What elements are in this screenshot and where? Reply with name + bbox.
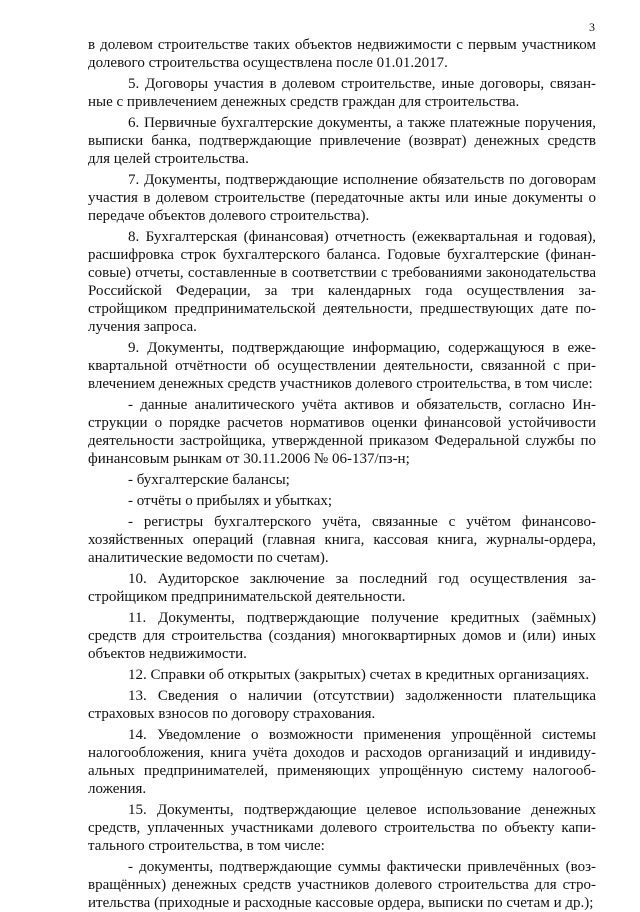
paragraph-item-9: 9. Документы, подтверждающие информацию, содержащуюся в ежеквартальной отчётности об осуществлении деятельности, связанной с привлечением денежных средств участников долевого строительства, в том числе: [88,340,596,392]
list-item-funds-docs: - документы, подтверждающие суммы фактически привлечённых (возвращённых) денежных средств участников долевого строительства для строительства (приходные и расходные кассовые ордера, выписки по счетам и др.); [88,859,596,911]
paragraph-item-8: 8. Бухгалтерская (финансовая) отчетность (ежеквартальная и годовая), расшифровка строк бухгалтерского баланса. Годовые бухгалтерские (финансовые) отчеты, составленные в соответствии с требованиями законодательства Российской Федерации, за три календарных года осуществления застройщиком предпринимательской деятельности, предшествующих дате получения запроса. [88,229,596,335]
paragraph-item-13: 13. Сведения о наличии (отсутствии) задолженности плательщика страховых взносов по договору страхования. [88,688,596,722]
paragraph-item-12: 12. Справки об открытых (закрытых) счетах в кредитных организациях. [128,667,590,683]
paragraph-item-6: 6. Первичные бухгалтерские документы, а также платежные поручения, выписки банка, подтверждающие привлечение (возврат) денежных средств для целей строительства. [88,115,596,167]
page-number: 3 [589,20,595,34]
paragraph-item-14: 14. Уведомление о возможности применения упрощённой системы налогообложения, книга учёта доходов и расходов организаций и индивидуальных предпринимателей, применяющих упрощённую систему налогообложения. [88,727,596,797]
paragraph-item-11: 11. Документы, подтверждающие получение кредитных (заёмных) средств для строительства (создания) многоквартирных домов и (или) иных объектов недвижимости. [88,610,596,662]
list-item-balances: - бухгалтерские балансы; [128,472,290,488]
paragraph-continuation: в долевом строительстве таких объектов недвижимости с первым участником долевого строительства осуществлена после 01.01.2017. [88,37,596,71]
list-item-analytics: - данные аналитического учёта активов и обязательств, согласно Инструкции о порядке расчетов нормативов оценки финансовой устойчивости деятельности застройщика, утвержденной приказом Федеральной службы по финансовым рынкам от 30.11.2006 № 06-137/пз-н; [88,397,596,467]
paragraph-item-5: 5. Договоры участия в долевом строительстве, иные договоры, связанные с привлечением денежных средств граждан для строительства. [88,76,596,110]
paragraph-item-10: 10. Аудиторское заключение за последний год осуществления застройщиком предпринимательской деятельности. [88,571,596,605]
list-item-profit-loss: - отчёты о прибылях и убытках; [128,493,333,509]
paragraph-item-7: 7. Документы, подтверждающие исполнение обязательств по договорам участия в долевом строительстве (передаточные акты или иные документы о передаче объектов долевого строительства). [88,172,596,224]
list-item-registers: - регистры бухгалтерского учёта, связанные с учётом финансово-хозяйственных операций (главная книга, кассовая книга, журналы-ордера, аналитические ведомости по счетам). [88,514,596,566]
document-body [88,36,596,912]
paragraph-item-15: 15. Документы, подтверждающие целевое использование денежных средств, уплаченных участниками долевого строительства по объекту капитального строительства, в том числе: [88,802,596,854]
